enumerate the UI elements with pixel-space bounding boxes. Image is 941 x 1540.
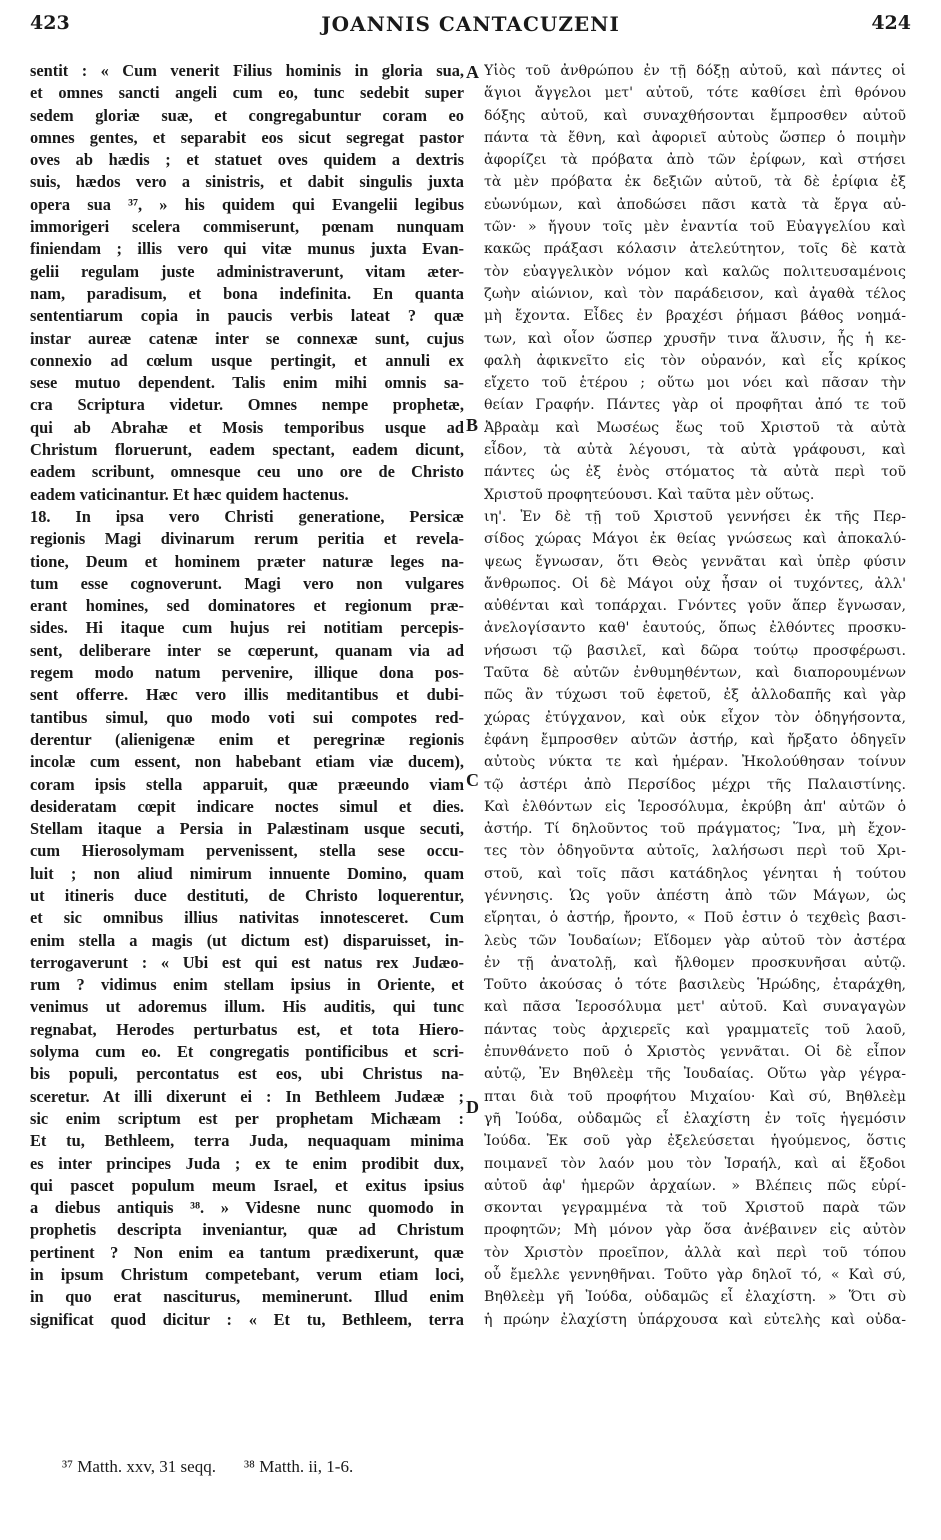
latin-text-line: derentur (alienigenæ enim et peregrinæ regionis [30, 729, 464, 749]
greek-text-line: ἄνθρωπος. Οἱ δὲ Μάγοι οὐχ ἦσαν οἱ τυχόντες, ἀλλ' [484, 575, 906, 592]
latin-text-line: incolæ cum essent, non habebant etiam viæ ducem), [30, 752, 464, 772]
latin-text-line: tantibus simul, quo modo voti sui compotes red- [30, 707, 464, 727]
greek-text-line: πῶς ἂν τύχωσι τοῦ ἐφετοῦ, ἐξ ἀλλοδαπῆς καὶ γὰρ [484, 687, 906, 704]
greek-text-line: τῷ ἀστέρι ἀπὸ Περσίδος μέχρι τῆς Παλαιστίνης. [484, 776, 906, 793]
greek-text-line: πται διὰ τοῦ προφήτου Μιχαίου· Καὶ σύ, Βηθλεὲμ [484, 1088, 906, 1105]
greek-text-line: σίδος χώρας Μάγοι ἐκ θείας γνώσεως καὶ ἀποκαλύ- [484, 531, 906, 548]
page-header [30, 12, 911, 42]
latin-text-line: oves ab hædis ; et statuet oves quidem a dextris [30, 150, 464, 170]
latin-text-line: Stellam itaque a Persia in Palæstinam usque secuti, [30, 819, 464, 839]
latin-text-line: solyma cum eo. Et congregatis pontificibus et scri- [30, 1042, 464, 1062]
latin-text-line: luit ; non aliud nimirum innuente Domino, quam [30, 863, 464, 883]
running-title: JOANNIS CANTACUZENI [321, 12, 620, 36]
latin-text-line: gelii regulam juste administraverunt, vitam æter- [30, 261, 464, 281]
footnote: ³⁸ Matth. ii, 1-6. [243, 1457, 354, 1476]
greek-text-line: τες τὸν ὁδηγοῦντα αὐτοῖς, λαλήσωσι περὶ τοῦ Χρι- [484, 843, 906, 860]
latin-text-line: eadem vaticinantur. Et hæc quidem hactenus. [30, 484, 349, 504]
greek-text-line: τὸν εὐαγγελικὸν νόμον καὶ καλῶς πολιτευσαμένοις [484, 263, 906, 280]
latin-text-line: venimus ut adoremus illum. His auditis, qui tunc [30, 997, 464, 1017]
greek-text-line: οὗ ἔμελλε γεννηθῆναι. Τοῦτο γὰρ δηλοῖ τό, « Καὶ σύ, [484, 1267, 906, 1284]
greek-text-line: ἀφορίζει τὰ πρόβατα ἀπὸ τῶν ἐρίφων, καὶ στήσει [484, 152, 906, 169]
latin-text-line: in ipsum Christum competebant, verum etiam loci, [30, 1265, 464, 1285]
greek-text-line: ἐφάνη ἔμπροσθεν αὐτῶν ἀστήρ, καὶ ἤρξατο ὁδηγεῖν [484, 731, 906, 748]
latin-text-line: 18. In ipsa vero Christi generatione, Persicæ [30, 506, 464, 526]
latin-text-line: sentit : « Cum venerit Filius hominis in gloria sua, [30, 61, 464, 80]
margin-marker-d: D [466, 1097, 479, 1117]
latin-column [30, 60, 464, 1331]
greek-text-line: μὴ ἔχοντα. Εἶδες ἐν βραχέσι ῥήμασι βάθος νοημά- [484, 308, 906, 325]
greek-text-line: δόξης αὐτοῦ, καὶ συναχθήσονται ἔμπροσθεν αὐτοῦ [484, 107, 906, 124]
greek-text-line: Ἀβραὰμ καὶ Μωσέως ἕως τοῦ Χριστοῦ τὰ αὐτὰ [484, 419, 906, 436]
latin-text-line: significat quod dicitur : « Et tu, Bethleem, terra [30, 1309, 464, 1329]
greek-text-line: Τοῦτο ἀκούσας ὁ τότε βασιλεὺς Ἡρώδης, ἐταράχθη, [484, 977, 906, 994]
greek-column [484, 60, 906, 1331]
latin-text-line: es inter principes Juda ; ex te enim prodibit dux, [30, 1153, 464, 1173]
greek-text-line: ζωὴν αἰώνιον, καὶ τὸν παράδεισον, καὶ ἀγαθὰ τέλος [484, 285, 906, 302]
margin-marker-b: B [466, 415, 479, 435]
greek-text-line: Χριστοῦ προφητεύουσι. Καὶ ταῦτα μὲν οὕτως. [484, 486, 815, 503]
latin-text-line: sceretur. At illi dixerunt ei : In Bethleem Judææ ; [30, 1086, 464, 1106]
page-number-left: 423 [30, 12, 70, 34]
greek-text-line: ψεως ἔγνωσαν, ὅτι Θεὸς γεννᾶται καὶ ὑπὲρ φύσιν [484, 553, 906, 570]
greek-text-line: ιη'. Ἐν δὲ τῇ τοῦ Χριστοῦ γεννήσει ἐκ τῆς Περ- [484, 508, 906, 525]
latin-text-line: regem modo natum pervenire, illique dona pos- [30, 663, 464, 683]
greek-text-line: αὐθένται καὶ τοπάρχαι. Γνόντες γοῦν ἅπερ ἔγνωσαν, [484, 598, 906, 615]
greek-text-line: Καὶ ἐλθόντων εἰς Ἱεροσόλυμα, ἐκρύβη ἀπ' αὐτῶν ὁ [484, 798, 906, 815]
latin-text-line: Et tu, Bethleem, terra Juda, nequaquam minima [30, 1131, 464, 1151]
latin-text-line: sedem gloriæ suæ, et congregabuntur coram eo [30, 105, 464, 125]
latin-text-line: suis, hædos vero a sinistris, et dabit singulis juxta [30, 172, 464, 192]
latin-text-line: rum ? vidimus enim stellam ipsius in Oriente, et [30, 975, 464, 995]
latin-text-line: et omnes sancti angeli cum eo, tunc sedebit super [30, 83, 464, 103]
greek-text-line: πάντες ὡς ἐξ ἑνὸς στόματος τὰ αὐτὰ περὶ τοῦ [484, 464, 906, 481]
greek-text-line: στοῦ, καὶ τοῖς πᾶσι κατάδηλος γένηται ἡ τούτου [484, 865, 906, 882]
latin-text-line: ut itineris duce destituti, de Christo loquerentur, [30, 885, 464, 905]
latin-text-line: regionis Magi divinarum rerum peritia et revela- [30, 529, 464, 549]
greek-text-line: τὰ μὲν πρόβατα ἐκ δεξιῶν αὐτοῦ, τὰ δὲ ἐρίφια ἐξ [484, 174, 906, 191]
latin-text-line: bis populi, percontatus est eos, ubi Christus na- [30, 1064, 464, 1084]
greek-text-line: εἴχετο τοῦ ἑτέρου ; οὕτω μοι νόει καὶ πᾶσαν τὴν [484, 375, 906, 392]
greek-text-line: χώρας ἐτύγχανον, καὶ οὐκ εἶχον τὸν ὁδηγήσοντα, [484, 709, 906, 726]
latin-text-line: pertinent ? Non enim ea tantum prædixerunt, quæ [30, 1242, 464, 1262]
greek-text-line: ἅγιοι ἄγγελοι μετ' αὐτοῦ, τότε καθίσει ἐπὶ θρόνου [484, 85, 906, 102]
greek-text-line: θείαν Γραφήν. Πάντες γὰρ οἱ προφῆται ἀπό τε τοῦ [484, 397, 906, 414]
latin-text-line: regnabat, Herodes perturbatus est, et tota Hiero- [30, 1019, 464, 1039]
greek-text-line: αὐτῷ, Ἐν Βηθλεὲμ τῆς Ἰουδαίας. Οὕτω γὰρ γέγρα- [484, 1066, 906, 1083]
latin-text-line: coram ipsis stella apparuit, quæ præeundo viam [30, 774, 464, 794]
greek-text-line: Υἱὸς τοῦ ἀνθρώπου ἐν τῇ δόξῃ αὐτοῦ, καὶ πάντες οἱ [484, 63, 906, 79]
greek-text-line: ποιμανεῖ τὸν λαόν μου τὸν Ἰσραήλ, καὶ αἱ ἔξοδοι [484, 1155, 906, 1172]
greek-text-line: εἴρηται, ὁ ἀστήρ, ἤροντο, « Ποῦ ἐστιν ὁ τεχθεὶς βασι- [484, 910, 906, 927]
greek-text-line: πάντα τὰ ἔθνη, καὶ ἀφοριεῖ αὐτοὺς ὥσπερ ὁ ποιμὴν [484, 129, 906, 146]
greek-text-line: πάντας τοὺς ἀρχιερεῖς καὶ γραμματεῖς τοῦ λαοῦ, [484, 1021, 906, 1038]
latin-text-line: tum esse cognoverunt. Magi vero non vulgares [30, 573, 464, 593]
latin-text-line: qui pascet populum meum Israel, et exitus ipsius [30, 1175, 464, 1195]
latin-text-line: immorigeri scelera commiserunt, pœnam nunquam [30, 217, 464, 237]
footnotes [62, 1457, 381, 1477]
greek-text-line: καὶ πᾶσα Ἱεροσόλυμα μετ' αὐτοῦ. Καὶ συναγαγὼν [484, 999, 906, 1016]
greek-text-line: ἐπυνθάνετο ποῦ ὁ Χριστὸς γεννᾶται. Οἱ δὲ εἶπον [484, 1044, 906, 1061]
greek-text-line: Ταῦτα δὲ αὐτῶν ἐνθυμηθέντων, καὶ διαπορουμένων [484, 665, 906, 682]
greek-text-line: ἀστήρ. Τί δηλοῦντος τοῦ πράγματος; Ἵνα, μὴ ἔχον- [484, 821, 906, 838]
latin-text-line: prophetis descripta inveniantur, quæ ad Christum [30, 1220, 464, 1240]
latin-text-line: cra Scriptura videtur. Omnes nempe prophetæ, [30, 395, 464, 415]
latin-text-line: desideratam cœpit indicare noctes simul et dies. [30, 796, 464, 816]
greek-text-line: ἀνελογίσαντο καθ' ἑαυτούς, ὅπως ἐλθόντες προσκυ- [484, 620, 906, 637]
latin-text-line: omnes gentes, et separabit eos sicut segregat pastor [30, 127, 464, 147]
latin-text-line: qui ab Abrahæ et Mosis temporibus usque ad [30, 417, 464, 437]
margin-marker-c: C [466, 770, 479, 790]
latin-text-line: cum Hierosolymam pervenissent, stella sese occu- [30, 841, 464, 861]
greek-text-line: αὐτοῦ ἀφ' ἡμερῶν ἀρχαίων. » Βλέπεις πῶς εὑρί- [484, 1177, 906, 1194]
latin-text-line: eadem scribunt, omnesque ceu uno ore de Christo [30, 462, 464, 482]
greek-text-line: αὐτοὺς νύκτα τε καὶ ἡμέραν. Ἠκολούθησαν τοίνυν [484, 754, 906, 771]
greek-text-line: γέννησις. Ὡς γοῦν ἀπέστη ἀπὸ τῶν Μάγων, ὡς [484, 887, 906, 904]
greek-text-line: Ἰούδα. Ἐκ σοῦ γὰρ ἐξελεύσεται ἡγούμενος, ὅστις [484, 1133, 906, 1150]
greek-text-line: εἶδον, τὰ αὐτὰ λέγουσι, τὰ αὐτὰ γράφουσι, καὶ [484, 442, 906, 459]
greek-text-line: κακῶς πράξασι κόλασιν ἀτελεύτητον, τοῖς δὲ κατὰ [484, 241, 906, 258]
latin-text-line: finiendam ; illis vero qui vitæ munus juxta Evan- [30, 239, 464, 259]
footnote: ³⁷ Matth. xxv, 31 seqq. [62, 1457, 216, 1476]
latin-text-line: connexio ad cœlum usque pertingit, et annuli ex [30, 350, 464, 370]
latin-text-line: sese mutuo dependent. Talis enim mihi omnis sa- [30, 373, 464, 393]
latin-text-line: opera sua ³⁷, » his quidem qui Evangelii legibus [30, 194, 464, 214]
latin-text-line: sides. Hi itaque cum hujus rei notitiam percepis- [30, 618, 464, 638]
latin-text-line: Christum floruerunt, eadem spectant, eadem dicunt, [30, 440, 464, 460]
greek-text-line: νήσωσι τῷ βασιλεῖ, καὶ δῶρα τούτῳ προσφέρωσι. [484, 642, 906, 659]
greek-text-line: γῆ Ἰούδα, οὐδαμῶς εἶ ἐλαχίστη ἐν τοῖς ἡγεμόσιν [484, 1110, 906, 1127]
greek-text-line: φαλὴ ἀφικνεῖτο εἰς τὸν οὐρανόν, καὶ εἷς κρίκος [484, 352, 906, 369]
greek-text-line: ἡ πρώην ἐλαχίστη ὑπάρχουσα καὶ εὐτελὴς καὶ οὐδα- [484, 1311, 906, 1328]
latin-text-line: terrogaverunt : « Ubi est qui est natus rex Judæo- [30, 952, 464, 972]
greek-text-line: τῶν· » ἤγουν τοῖς μὲν ἐναντία τοῦ Εὐαγγελίου καὶ [484, 219, 906, 236]
latin-text-line: in quo erat nasciturus, meminerunt. Illud enim [30, 1287, 464, 1307]
latin-text-line: sent offerre. Hæc vero illis meditantibus et dubi- [30, 685, 464, 705]
latin-text-line: sic enim scriptum est per prophetam Michæam : [30, 1108, 464, 1128]
greek-text-line: εὐωνύμων, καὶ ἀποδώσει πᾶσι κατὰ τὰ ἔργα αὐ- [484, 196, 906, 213]
latin-text-line: sententiarum copia in paucis verbis lateat ? quæ [30, 306, 464, 326]
latin-text-line: enim stella a magis (ut dictum est) disparuisset, in- [30, 930, 464, 950]
greek-text-line: ἐν τῇ ἀνατολῇ, καὶ ἤλθομεν προσκυνῆσαι αὐτῷ. [484, 954, 906, 971]
latin-text-line: nam, paradisum, et bona indefinita. En quanta [30, 283, 464, 303]
page-number-right: 424 [871, 12, 911, 34]
greek-text-line: των, καὶ οἷον ὥσπερ χρυσῆν τινα ἅλυσιν, ἧς ἡ κε- [484, 330, 906, 347]
latin-text-line: tione, Deum et hominem præter naturæ leges na- [30, 551, 464, 571]
latin-text-line: instar aureæ catenæ inter se connexæ sunt, cujus [30, 328, 464, 348]
latin-text-line: erant homines, sed dominatores et regionum præ- [30, 596, 464, 616]
greek-text-line: σκονται γεγραμμένα τὰ τοῦ Χριστοῦ παρὰ τῶν [484, 1200, 906, 1217]
margin-marker-a: A [466, 62, 479, 82]
latin-text-line: a diebus antiquis ³⁸. » Videsne nunc quomodo in [30, 1198, 464, 1218]
latin-text-line: et sic omnibus illius nativitas innotesceret. Cum [30, 908, 464, 928]
greek-text-line: τὸν Χριστὸν προεῖπον, ἀλλὰ καὶ περὶ τοῦ τόπου [484, 1244, 906, 1261]
latin-text-line: sent, deliberare inter se cœperunt, quanam via ad [30, 640, 464, 660]
greek-text-line: Βηθλεὲμ γῆ Ἰούδα, οὐδαμῶς εἶ ἐλαχίστη. » Ὅτι σὺ [484, 1289, 906, 1306]
greek-text-line: προφητῶν; Μὴ μόνον γὰρ ὅσα ἀνέβαινεν εἰς αὐτὸν [484, 1222, 906, 1239]
greek-text-line: λεὺς τῶν Ἰουδαίων; Εἴδομεν γὰρ αὐτοῦ τὸν ἀστέρα [484, 932, 906, 949]
